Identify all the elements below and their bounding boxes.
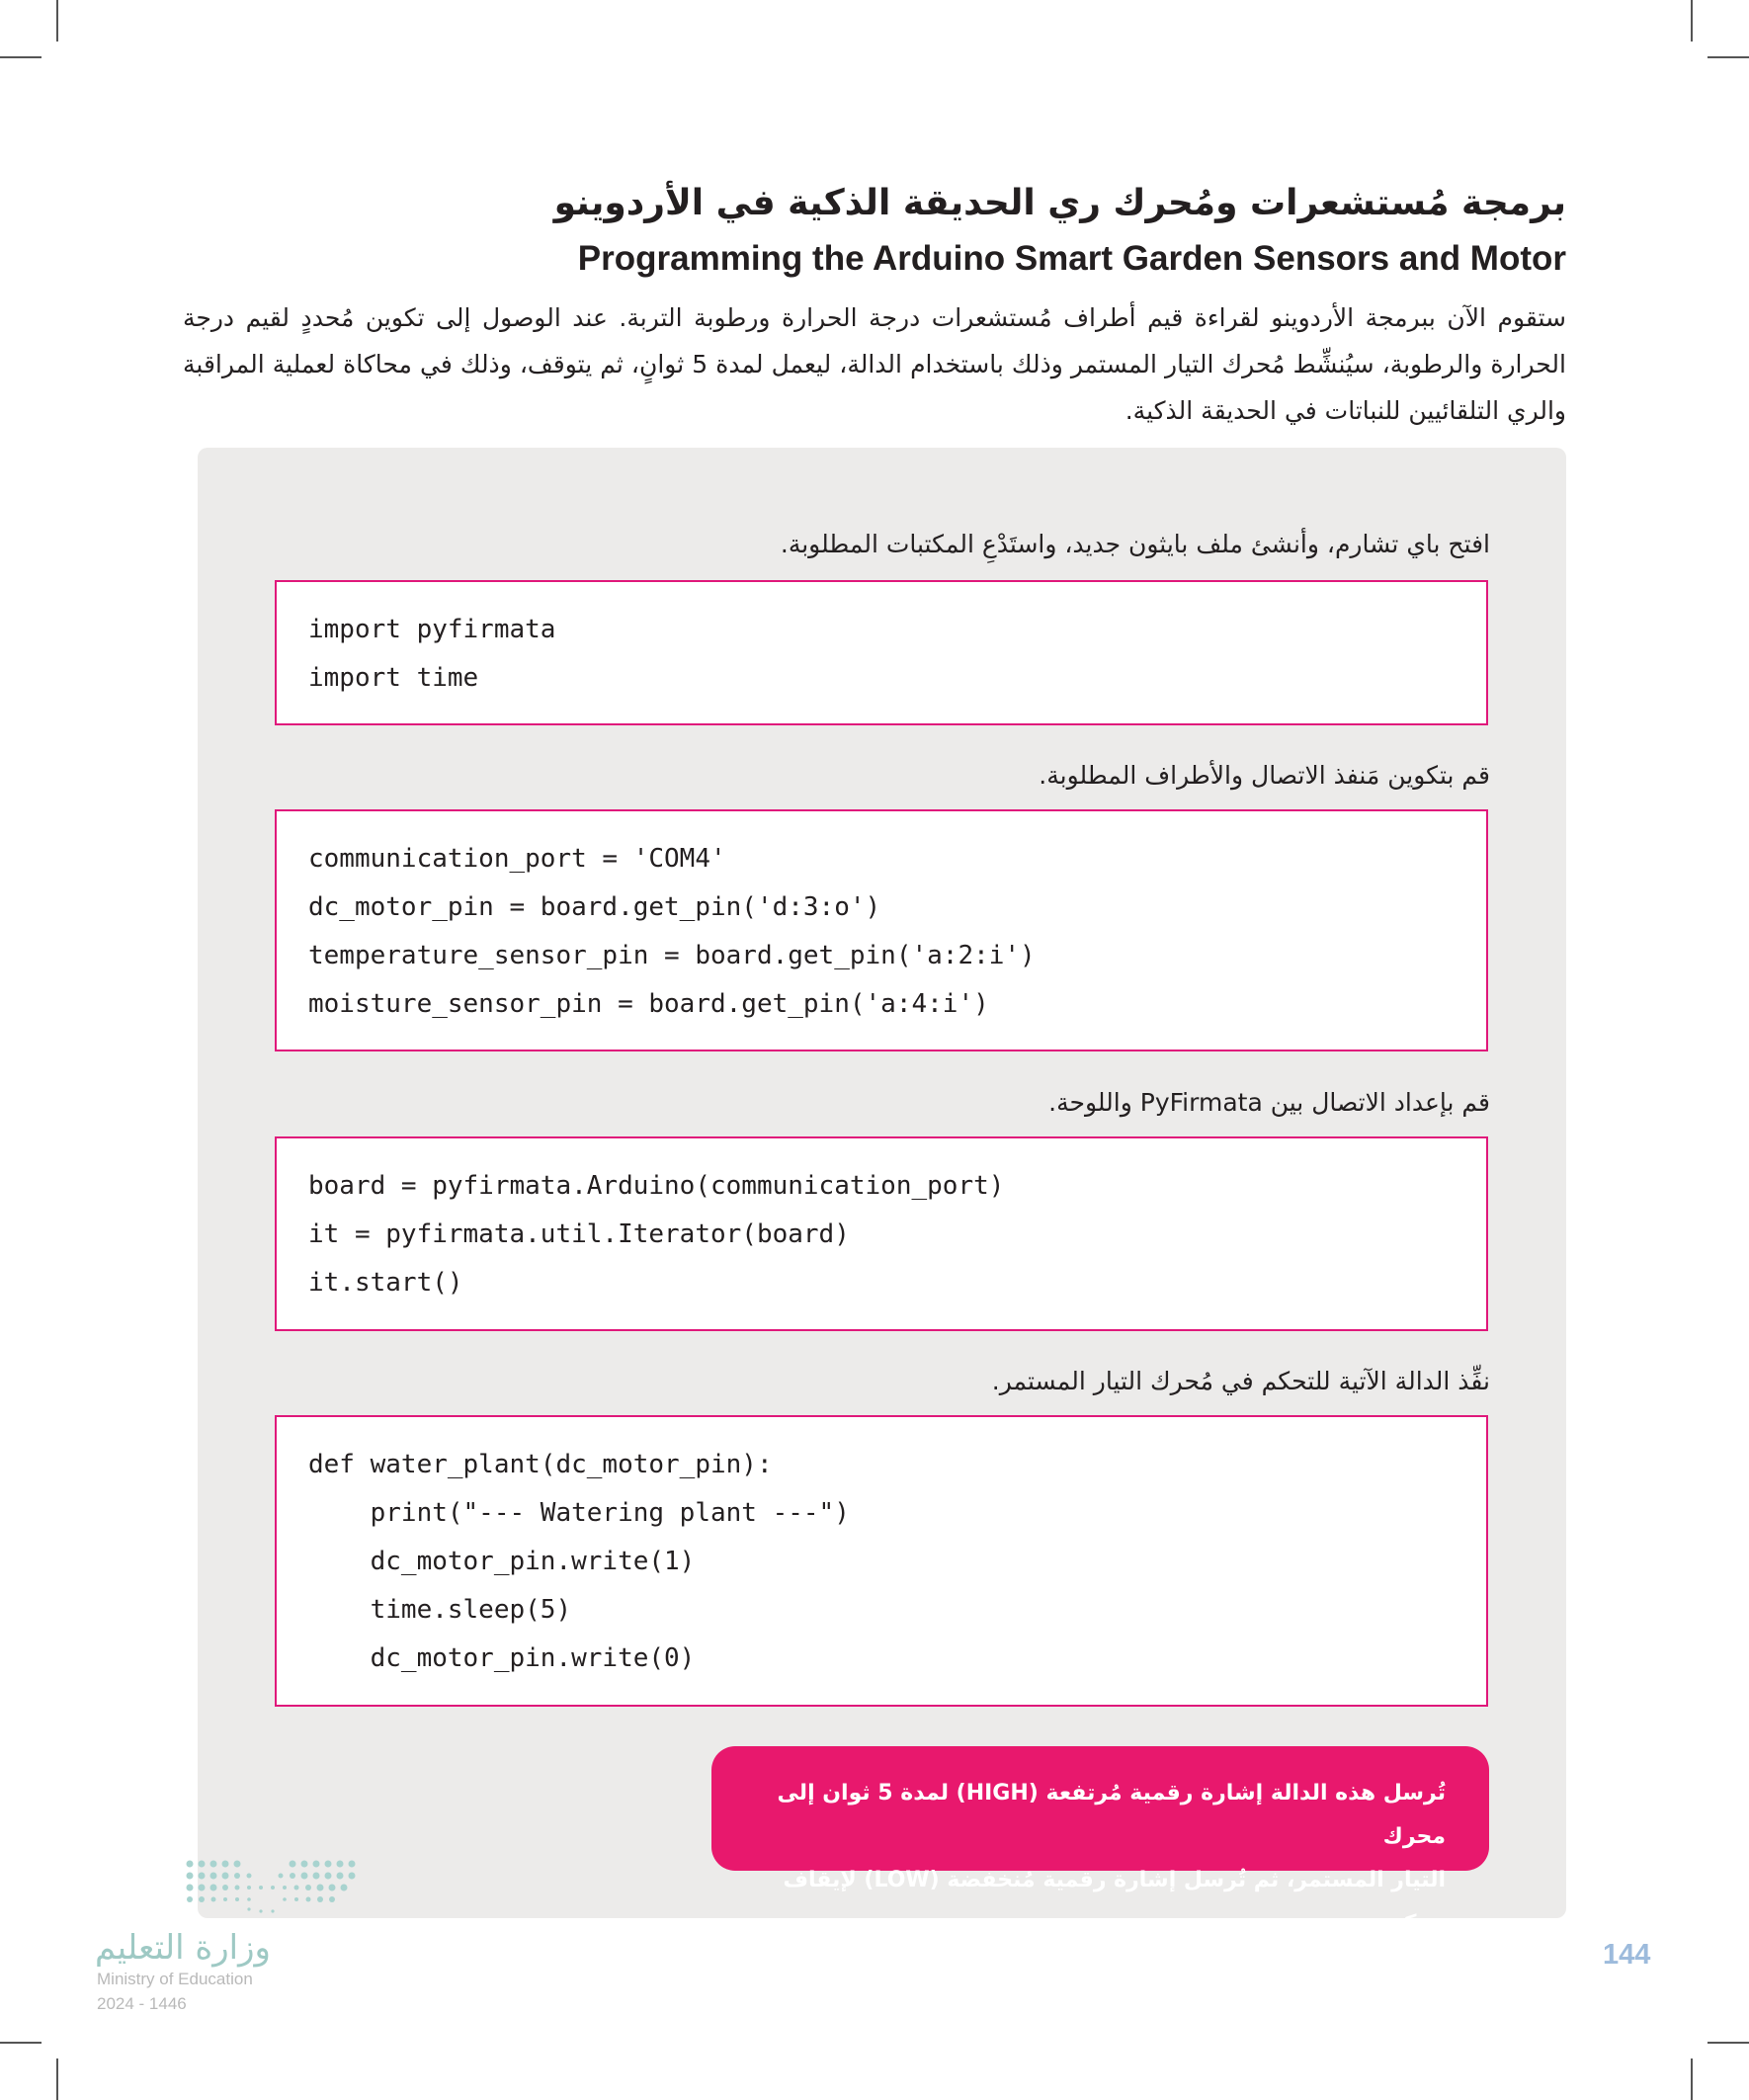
code-line: import time xyxy=(308,663,479,693)
code-block-3 xyxy=(275,1136,1488,1331)
crop-mark xyxy=(0,2042,42,2044)
edition-year: 2024 - 1446 xyxy=(97,1994,187,2013)
crop-mark xyxy=(56,2058,58,2100)
crop-mark xyxy=(0,56,42,58)
code-line: communication_port = 'COM4' xyxy=(308,844,726,874)
crop-mark xyxy=(1691,0,1693,42)
code-line: print("--- Watering plant ---") xyxy=(308,1498,850,1528)
code-block-4 xyxy=(275,1415,1488,1707)
code-block-2 xyxy=(275,809,1488,1051)
crop-mark xyxy=(1691,2058,1693,2100)
crop-mark xyxy=(1707,2042,1749,2044)
ministry-logo-arabic: وزارة التعليم xyxy=(95,1928,271,1968)
step-2-instruction: قم بتكوين مَنفذ الاتصال والأطراف المطلوبة. xyxy=(1039,761,1490,790)
code-line: moisture_sensor_pin = board.get_pin('a:4:i') xyxy=(308,989,989,1019)
code-line: dc_motor_pin = board.get_pin('d:3:o') xyxy=(308,892,881,922)
code-line: def water_plant(dc_motor_pin): xyxy=(308,1450,773,1479)
step-1-instruction: افتح باي تشارم، وأنشئ ملف بايثون جديد، واستَدْعِ المكتبات المطلوبة. xyxy=(780,530,1490,558)
note-line: التيار المستمر، ثم تُرسل إشارة رقمية مُنخفضة (LOW) لإيقاف حركته. xyxy=(783,1868,1446,1936)
note-line: تُرسل هذه الدالة إشارة رقمية مُرتفعة (HIGH) لمدة 5 ثوان إلى محرك xyxy=(777,1781,1446,1849)
code-line: board = pyfirmata.Arduino(communication_port) xyxy=(308,1171,1005,1201)
note-callout xyxy=(711,1746,1489,1936)
step-3-instruction: قم بإعداد الاتصال بين PyFirmata واللوحة. xyxy=(1048,1088,1490,1117)
section-title-arabic: برمجة مُستشعرات ومُحرك ري الحديقة الذكية في الأردوينو xyxy=(553,183,1566,223)
crop-mark xyxy=(1707,56,1749,58)
code-line: it.start() xyxy=(308,1268,463,1298)
ministry-logo-dots-icon xyxy=(182,1858,356,1915)
code-line: time.sleep(5) xyxy=(308,1595,572,1625)
ministry-logo-english: Ministry of Education xyxy=(97,1970,253,1988)
code-block-1 xyxy=(275,580,1488,725)
code-line: temperature_sensor_pin = board.get_pin('a:2:i') xyxy=(308,941,1036,970)
page-number: 144 xyxy=(1603,1939,1651,1971)
section-title-english: Programming the Arduino Smart Garden Sensors and Motor xyxy=(577,239,1566,278)
code-line: dc_motor_pin.write(1) xyxy=(308,1547,696,1576)
intro-paragraph: ستقوم الآن ببرمجة الأردوينو لقراءة قيم أطراف مُستشعرات درجة الحرارة ورطوبة التربة. عند الوصول إلى تكوين مُحددٍ لقيم درجة الحرارة والرطوبة، سيُنشِّط مُحرك التيار المستمر وذلك باستخدام الدالة، ليعمل لمدة 5 ثوانٍ، ثم يتوقف، وذلك في محاكاة لعملية المراقبة والري التلقائيين للنباتات في الحديقة الذكية. xyxy=(183,303,1566,425)
code-line: dc_motor_pin.write(0) xyxy=(308,1643,696,1673)
crop-mark xyxy=(56,0,58,42)
code-line: import pyfirmata xyxy=(308,615,556,644)
code-line: it = pyfirmata.util.Iterator(board) xyxy=(308,1219,850,1249)
step-4-instruction: نفِّذ الدالة الآتية للتحكم في مُحرك التيار المستمر. xyxy=(991,1367,1490,1395)
